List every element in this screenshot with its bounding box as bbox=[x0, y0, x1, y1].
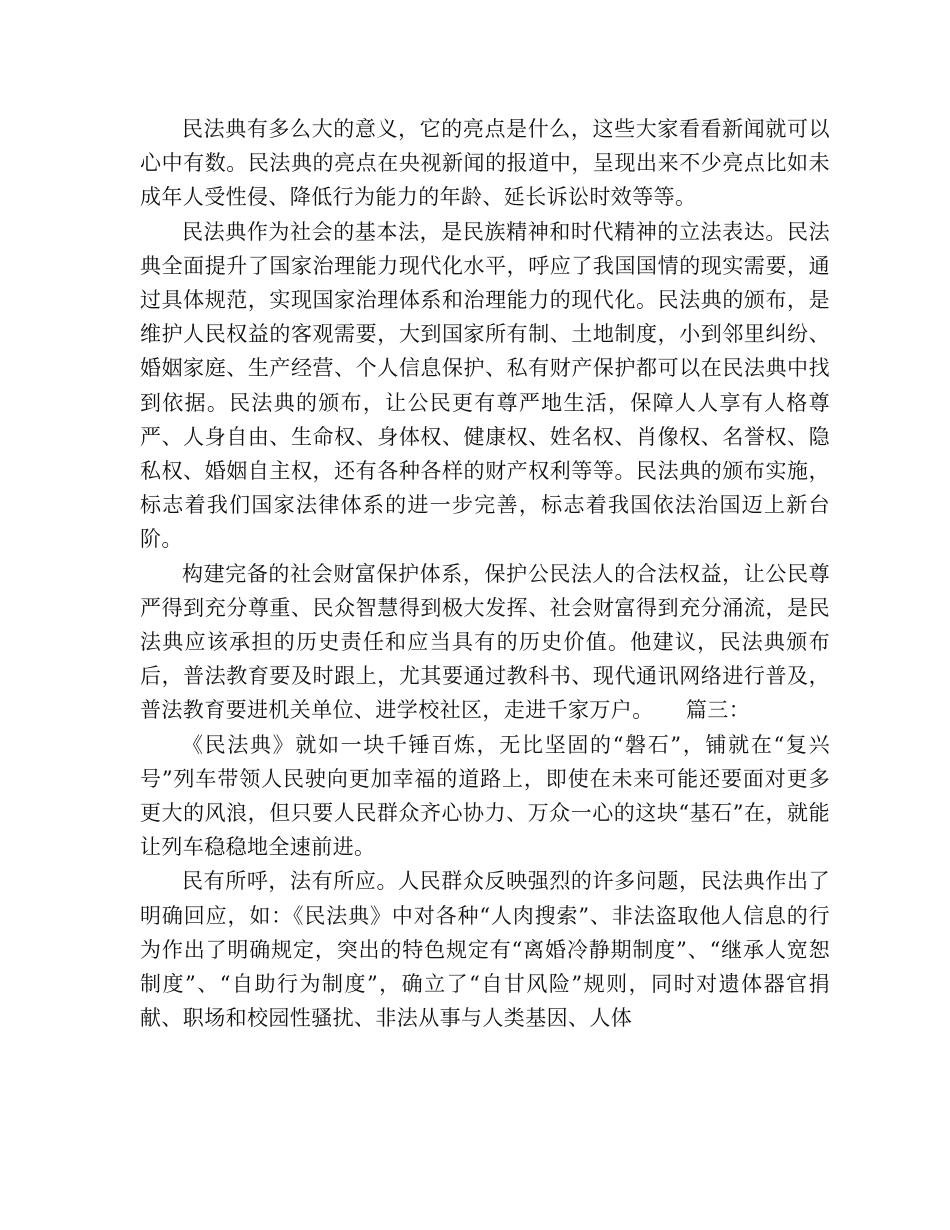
paragraph: 民法典作为社会的基本法，是民族精神和时代精神的立法表达。民法典全面提升了国家治理能力现代化水平，呼应了我国国情的现实需要，通过具体规范，实现国家治理体系和治理能力的现代化。民法典的颁布，是维护人民权益的客观需要，大到国家所有制、土地制度，小到邻里纠纷、婚姻家庭、生产经营、个人信息保护、私有财产保护都可以在民法典中找到依据。民法典的颁布，让公民更有尊严地生活，保障人人享有人格尊严、人身自由、生命权、身体权、健康权、姓名权、肖像权、名誉权、隐私权、婚姻自主权，还有各种各样的财产权利等等。民法典的颁布实施，标志着我们国家法律体系的进一步完善，标志着我国依法治国迈上新台阶。 bbox=[140, 219, 830, 552]
paragraph: 民有所呼，法有所应。人民群众反映强烈的许多问题，民法典作出了明确回应，如：《民法典》中对各种“人肉搜索”、非法盗取他人信息的行为作出了明确规定，突出的特色规定有“离婚冷静期制度”、“继承人宽恕制度”、“自助行为制度”，确立了“自甘风险”规则，同时对遗体器官捐献、职场和校园性骚扰、非法从事与人类基因、人体 bbox=[140, 869, 830, 1031]
paragraph: 《民法典》就如一块千锤百炼，无比坚固的“磐石”，铺就在“复兴号”列车带领人民驶向更加幸福的道路上，即使在未来可能还要面对更多更大的风浪，但只要人民群众齐心协力、万众一心的这块“基石”在，就能让列车稳稳地全速前进。 bbox=[140, 732, 830, 860]
document-body bbox=[140, 112, 830, 1035]
paragraph: 民法典有多么大的意义，它的亮点是什么，这些大家看看新闻就可以心中有数。民法典的亮点在央视新闻的报道中，呈现出来不少亮点比如未成年人受性侵、降低行为能力的年龄、延长诉讼时效等等。 bbox=[140, 117, 830, 210]
paragraph: 构建完备的社会财富保护体系，保护公民法人的合法权益，让公民尊严得到充分尊重、民众智慧得到极大发挥、社会财富得到充分涌流，是民法典应该承担的历史责任和应当具有的历史价值。他建议，民法典颁布后，普法教育要及时跟上，尤其要通过教科书、现代通讯网络进行普及，普法教育要进机关单位、进学校社区，走进千家万户。 篇三： bbox=[140, 561, 830, 723]
